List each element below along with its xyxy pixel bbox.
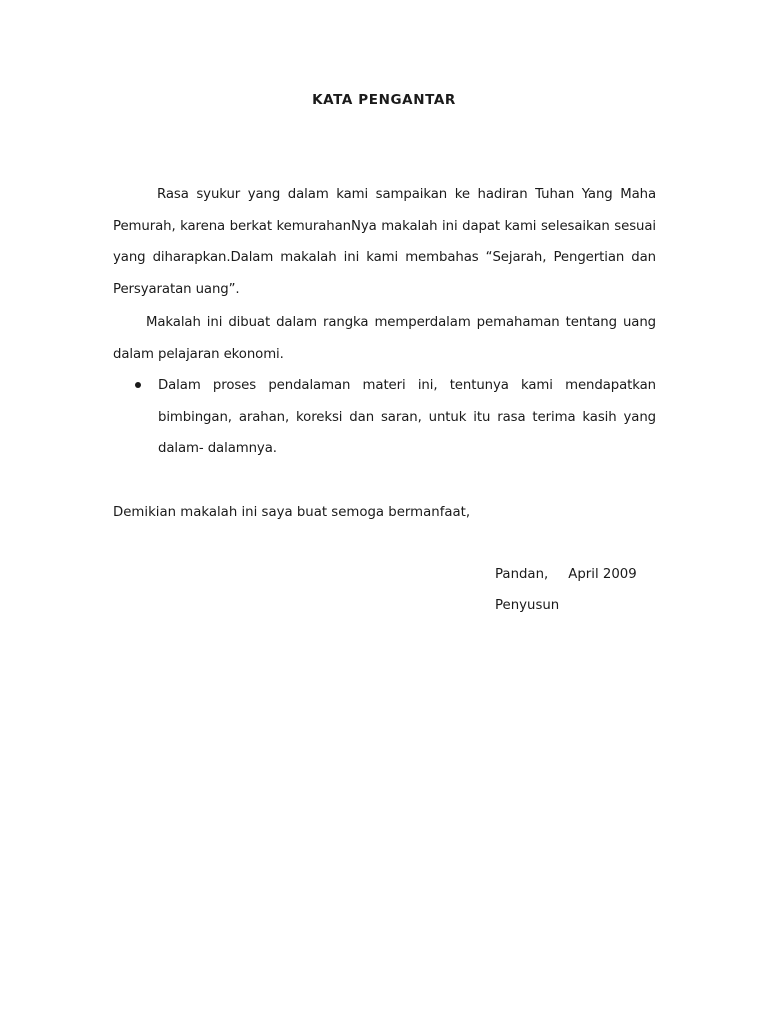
bullet-list	[113, 370, 656, 465]
bullet-dot-icon	[135, 382, 141, 388]
place-date-line	[495, 559, 637, 591]
date: April 2009	[568, 567, 637, 582]
paragraph-purpose: Makalah ini dibuat dalam rangka memperdalam pemahaman tentang uang dalam pelajaran ekonomi.	[113, 315, 656, 362]
paragraph-intro: Rasa syukur yang dalam kami sampaikan ke hadiran Tuhan Yang Maha Pemurah, karena berkat kemurahanNya makalah ini dapat kami selesaikan sesuai yang diharapkan.Dalam makalah ini kami membahas “Sejarah, Pengertian dan Persyaratan uang”.	[113, 187, 656, 297]
bullet-text: Dalam proses pendalaman materi ini, tentunya kami mendapatkan bimbingan, arahan, koreksi dan saran, untuk itu rasa terima kasih yang dalam- dalamnya.	[158, 378, 656, 456]
page-title: KATA PENGANTAR	[312, 92, 456, 108]
bullet-item	[113, 370, 656, 465]
signer: Penyusun	[495, 598, 560, 613]
place: Pandan,	[495, 567, 549, 582]
closing-sentence: Demikian makalah ini saya buat semoga bermanfaat,	[113, 505, 471, 520]
